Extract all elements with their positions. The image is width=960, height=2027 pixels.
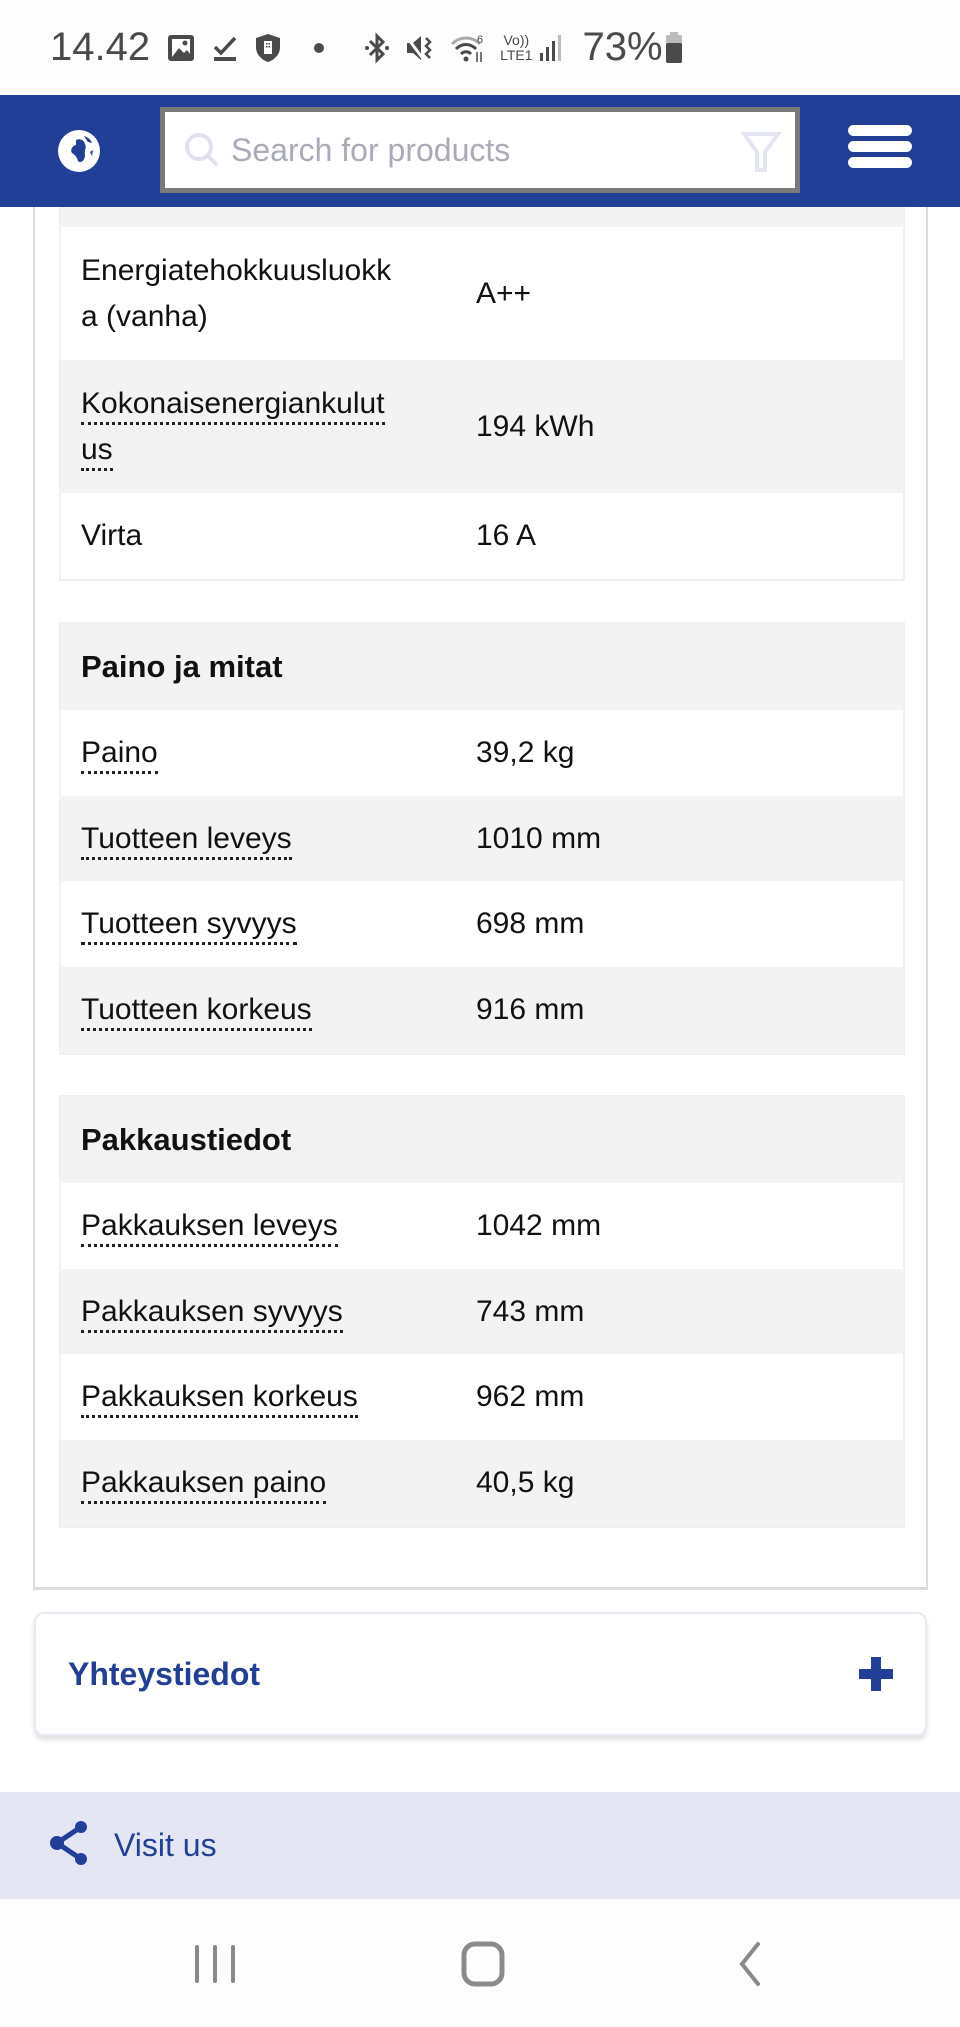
spec-label: Energiatehokkuusluokk a (vanha) — [81, 253, 392, 333]
gallery-icon — [166, 33, 196, 63]
table-row — [61, 1354, 903, 1440]
back-icon[interactable] — [730, 1939, 770, 1994]
share-icon — [48, 1820, 90, 1871]
spec-table-energy — [59, 207, 905, 581]
search-box[interactable] — [160, 107, 800, 193]
spec-value: 1042 mm — [476, 1209, 602, 1242]
visit-us-link[interactable] — [0, 1792, 960, 1899]
table-row — [61, 1440, 903, 1526]
spec-label-tooltip[interactable]: Tuotteen korkeus — [81, 993, 312, 1031]
spec-table-weight-dimensions — [59, 622, 905, 1055]
battery-percent: 73% — [582, 25, 663, 69]
spec-label-tooltip[interactable]: Pakkauksen leveys — [81, 1209, 338, 1247]
wifi-6-icon — [450, 32, 486, 64]
status-time: 14.42 — [50, 25, 151, 69]
signal-icon — [539, 33, 563, 63]
spec-label-tooltip[interactable]: Tuotteen leveys — [81, 822, 292, 860]
spec-value: A++ — [476, 276, 532, 310]
status-bar — [0, 0, 960, 95]
hamburger-menu-icon[interactable] — [848, 125, 912, 171]
plus-icon[interactable] — [859, 1657, 893, 1691]
search-icon — [183, 131, 221, 169]
spec-value: 962 mm — [476, 1380, 585, 1413]
search-input[interactable] — [231, 132, 711, 169]
table-row — [61, 881, 903, 967]
spec-label-tooltip[interactable]: Pakkauksen korkeus — [81, 1380, 358, 1418]
site-header — [0, 95, 960, 207]
accordion-title[interactable]: Yhteystiedot — [68, 1655, 261, 1692]
secure-folder-icon — [254, 33, 282, 63]
android-nav-bar — [0, 1899, 960, 2027]
spec-table-packaging — [59, 1095, 905, 1528]
filter-icon[interactable] — [741, 130, 781, 174]
download-done-icon — [210, 33, 240, 63]
spec-label-tooltip[interactable]: Pakkauksen syvyys — [81, 1295, 343, 1333]
dot-icon — [314, 43, 324, 53]
globe-icon[interactable] — [56, 128, 102, 174]
spec-label: Virta — [81, 519, 143, 552]
table-row — [61, 710, 903, 796]
spec-value: 1010 mm — [476, 821, 602, 855]
home-icon[interactable] — [460, 1939, 506, 1994]
table-row — [61, 1269, 903, 1354]
product-specs-card — [33, 207, 928, 1590]
spec-label-tooltip[interactable]: Pakkauksen paino — [81, 1466, 326, 1504]
bluetooth-icon — [364, 32, 390, 64]
svg-text:6: 6 — [477, 33, 484, 46]
spec-label-tooltip[interactable]: Kokonaisenergiankulut us — [61, 381, 476, 473]
group-title: Paino ja mitat — [61, 624, 903, 710]
group-title: Pakkaustiedot — [61, 1097, 903, 1183]
spec-value: 16 A — [476, 519, 537, 552]
spec-value: 743 mm — [476, 1294, 585, 1328]
table-row — [61, 360, 903, 493]
table-row — [61, 227, 903, 360]
table-row — [61, 1183, 903, 1269]
table-row — [61, 493, 903, 579]
contact-info-accordion[interactable] — [34, 1612, 927, 1736]
spec-value: 916 mm — [476, 993, 585, 1026]
spec-value: 698 mm — [476, 907, 585, 940]
spec-value: 39,2 kg — [476, 736, 575, 769]
table-row — [61, 796, 903, 881]
table-row — [61, 967, 903, 1053]
recent-apps-icon[interactable] — [190, 1939, 240, 1994]
spec-value: 194 kWh — [476, 409, 595, 443]
mute-vibrate-icon — [404, 32, 436, 64]
spec-value: 40,5 kg — [476, 1466, 575, 1499]
spec-label-tooltip[interactable]: Tuotteen syvyys — [81, 907, 297, 945]
volte-lte1-icon: Vo)) LTE1 — [500, 31, 533, 63]
battery-icon — [665, 32, 683, 64]
visit-us-label[interactable]: Visit us — [114, 1827, 217, 1863]
spec-label-tooltip[interactable]: Paino — [81, 736, 158, 774]
